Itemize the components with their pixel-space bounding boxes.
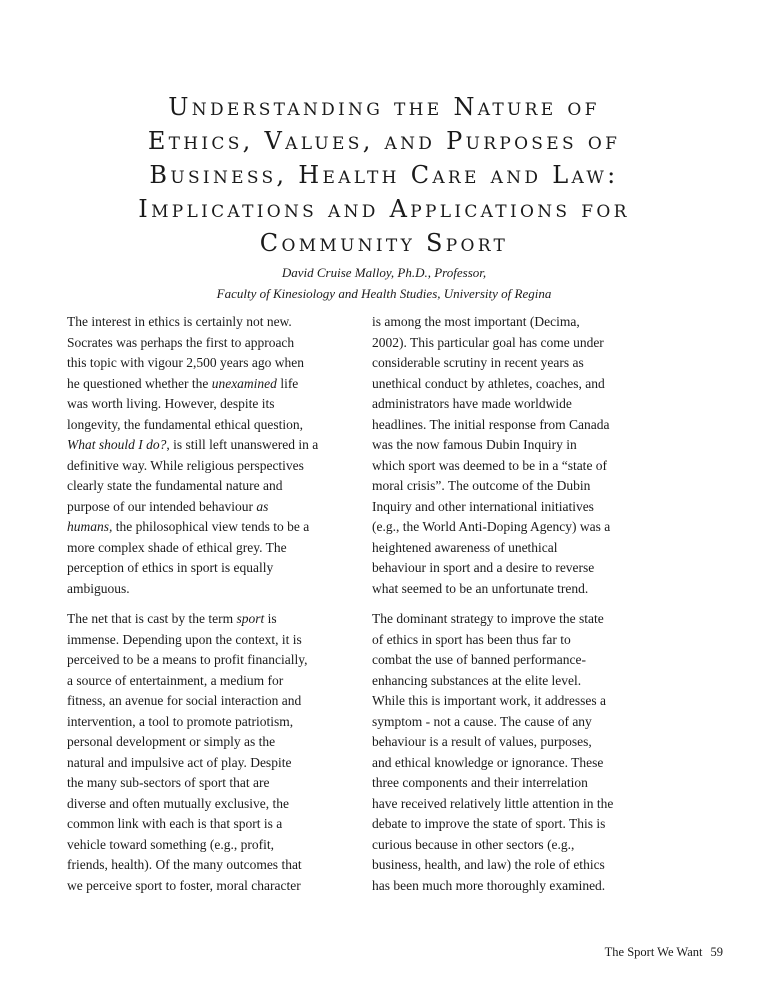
text-line: common link with each is that sport is a <box>67 816 283 831</box>
author-block <box>60 262 708 304</box>
text-line: he questioned whether the unexamined life <box>67 375 299 391</box>
text-line: moral crisis”. The outcome of the Dubin <box>372 478 591 493</box>
text-line: unethical conduct by athletes, coaches, and <box>372 375 605 391</box>
text-line: ambiguous. <box>67 580 130 596</box>
title-line: Community Sport <box>259 229 509 257</box>
text-line: business, health, and law) the role of ethics <box>372 857 605 872</box>
text-line: longevity, the fundamental ethical question, <box>67 416 304 432</box>
text-line: definitive way. While religious perspectives <box>67 457 304 473</box>
text-line: natural and impulsive act of play. Despite <box>67 754 292 770</box>
text-line: which sport was deemed to be in a “state of <box>372 457 608 473</box>
text-line: (e.g., the World Anti-Doping Agency) was a <box>372 519 611 534</box>
text-line: more complex shade of ethical grey. The <box>67 539 287 555</box>
text-line: of ethics in sport has been thus far to <box>372 631 571 647</box>
paragraph <box>372 312 642 599</box>
text-line: While this is important work, it addresses a <box>372 693 606 708</box>
text-line: behaviour is a result of values, purposes, <box>372 734 592 749</box>
text-line: The dominant strategy to improve the state <box>372 611 604 626</box>
paragraph <box>67 609 337 896</box>
text-line: what seemed to be an unfortunate trend. <box>372 580 589 596</box>
paragraph <box>372 609 642 896</box>
text-line: combat the use of banned performance- <box>372 652 587 667</box>
text-line: curious because in other sectors (e.g., <box>372 836 575 852</box>
text-line: have received relatively little attention in the <box>372 795 614 811</box>
text-line: fitness, an avenue for social interaction and <box>67 693 302 708</box>
left-column <box>67 312 337 906</box>
text-line: the many sub-sectors of sport that are <box>67 775 270 790</box>
author-name: David Cruise Malloy, Ph.D., Professor, <box>281 265 487 280</box>
title-line: Business, Health Care and Law: <box>149 161 619 189</box>
text-line: purpose of our intended behaviour as <box>67 498 269 514</box>
text-line: has been much more thoroughly examined. <box>372 877 606 893</box>
text-line: debate to improve the state of sport. This is <box>372 816 606 831</box>
text-line: symptom - not a cause. The cause of any <box>372 713 592 729</box>
emphasis: as <box>256 498 269 514</box>
page-footer <box>605 945 723 960</box>
text-line: intervention, a tool to promote patriotism, <box>67 713 294 729</box>
text-line: What should I do?, is still left unanswered in a <box>67 437 319 452</box>
text-line: vehicle toward something (e.g., profit, <box>67 836 274 852</box>
publication-name: The Sport We Want <box>604 945 703 959</box>
emphasis: humans, <box>67 519 113 534</box>
text-line: Socrates was perhaps the first to approach <box>67 334 295 350</box>
text-line: personal development or simply as the <box>67 734 276 749</box>
text-line: immense. Depending upon the context, it is <box>67 631 302 647</box>
text-line: 2002). This particular goal has come under <box>372 334 604 350</box>
text-line: we perceive sport to foster, moral character <box>67 877 301 893</box>
text-line: a source of entertainment, a medium for <box>67 672 284 688</box>
text-line: three components and their interrelation <box>372 775 588 790</box>
emphasis: unexamined <box>211 375 277 391</box>
text-line: The net that is cast by the term sport is <box>67 611 277 626</box>
text-line: is among the most important (Decima, <box>372 314 580 329</box>
article-title <box>60 90 708 260</box>
text-line: The interest in ethics is certainly not new. <box>67 314 292 329</box>
text-line: was worth living. However, despite its <box>67 396 275 411</box>
emphasis: sport <box>236 611 265 626</box>
text-line: diverse and often mutually exclusive, the <box>67 795 289 811</box>
text-line: perceived to be a means to profit financially, <box>67 652 308 667</box>
text-line: perception of ethics in sport is equally <box>67 560 274 575</box>
text-line: Inquiry and other international initiatives <box>372 498 594 514</box>
text-line: headlines. The initial response from Canada <box>372 416 610 432</box>
text-line: administrators have made worldwide <box>372 396 572 411</box>
author-affiliation: Faculty of Kinesiology and Health Studies, University of Regina <box>216 286 552 301</box>
text-line: friends, health). Of the many outcomes that <box>67 857 302 872</box>
text-line: behaviour in sport and a desire to reverse <box>372 560 595 575</box>
emphasis: What should I do? <box>67 437 167 452</box>
text-line: this topic with vigour 2,500 years ago when <box>67 355 304 370</box>
paragraph <box>67 312 337 599</box>
text-line: heightened awareness of unethical <box>372 539 558 555</box>
page-number: 59 <box>710 945 723 959</box>
text-line: was the now famous Dubin Inquiry in <box>372 437 577 452</box>
text-line: humans, the philosophical view tends to be a <box>67 519 310 534</box>
text-line: enhancing substances at the elite level. <box>372 672 582 688</box>
text-line: clearly state the fundamental nature and <box>67 478 283 493</box>
text-line: considerable scrutiny in recent years as <box>372 355 584 370</box>
right-column <box>372 312 642 906</box>
text-line: and ethical knowledge or ignorance. These <box>372 754 604 770</box>
title-line: Understanding the Nature of <box>168 93 600 121</box>
title-line: Ethics, Values, and Purposes of <box>147 127 621 155</box>
title-line: Implications and Applications for <box>138 195 630 223</box>
